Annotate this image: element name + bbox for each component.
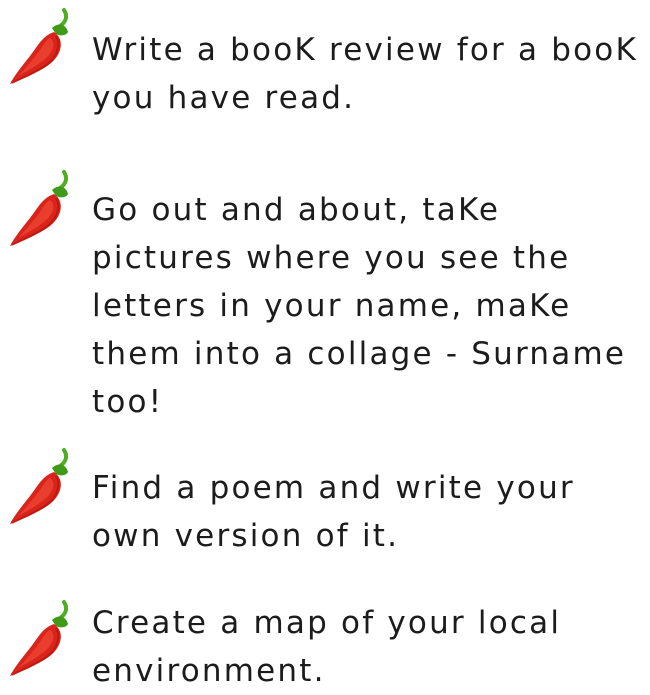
chili-pepper-icon: [4, 598, 74, 678]
task-text-4: Create a map of your local environment.: [92, 605, 562, 689]
task-text-1: Write a booK review for a booK you have read.: [92, 32, 638, 116]
chili-pepper-icon: [4, 446, 74, 526]
task-text-3: Find a poem and write your own version of it.: [92, 470, 575, 554]
chili-pepper-icon: [4, 168, 74, 248]
task-text-2: Go out and about, taKe pictures where you see the letters in your name, maKe them into a collage - Surname too!: [92, 192, 627, 420]
chili-pepper-icon: [4, 6, 74, 86]
